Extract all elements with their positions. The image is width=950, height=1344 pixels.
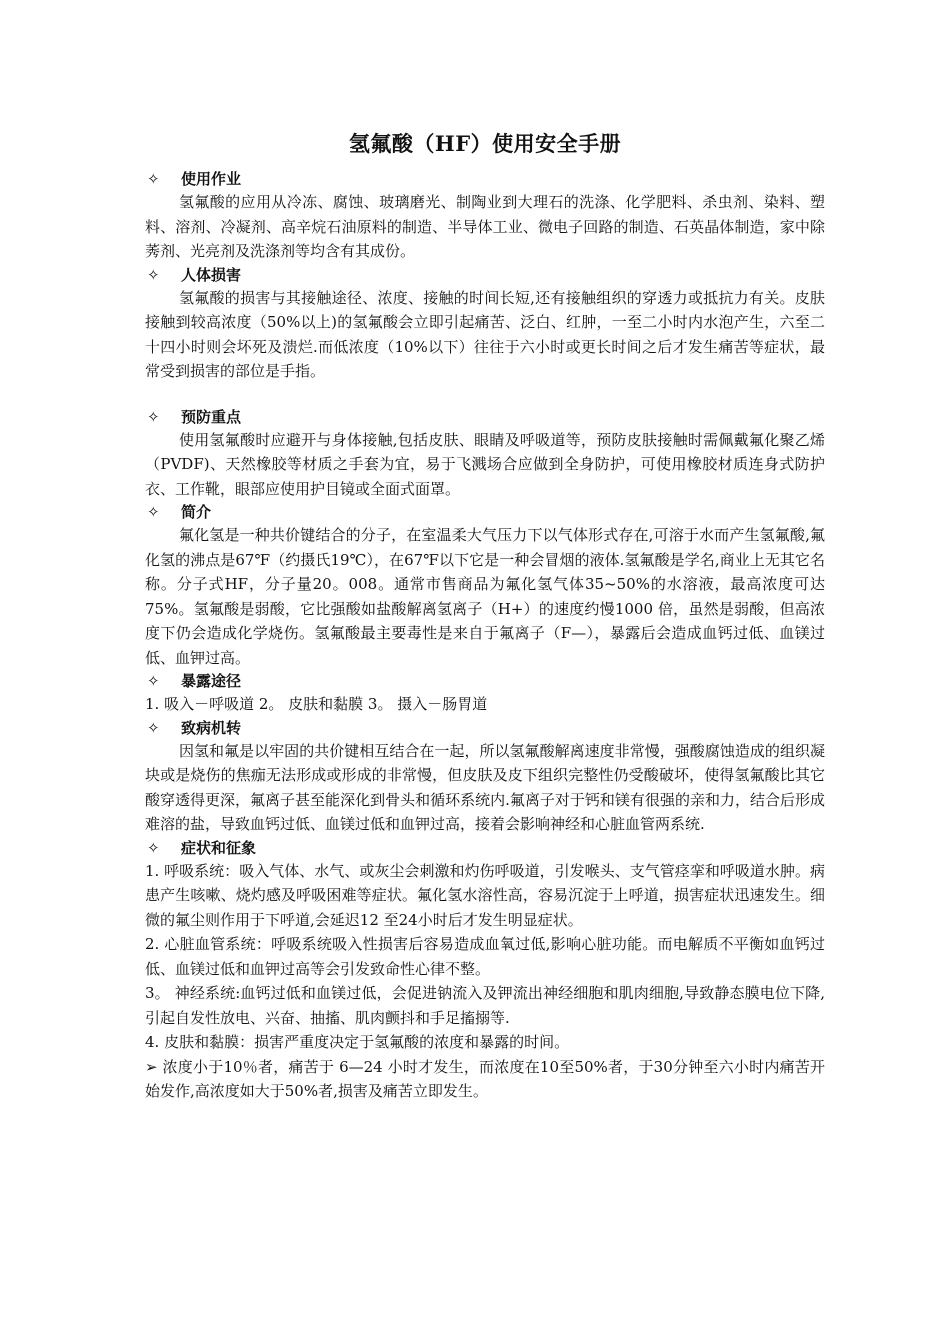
section-paragraph: 氢氟酸的损害与其接触途径、浓度、接触的时间长短,还有接触组织的穿透力或抵抗力有关。皮肤接触到较高浓度（50%以上)的氢氟酸会立即引起痛苦、泛白、红肿，一至二小时内水泡产生，六至二十四小时则会坏死及溃烂.而低浓度（10%以下）往往于六小时或更长时间之后才发生痛苦等症状，最常受到损害的部位是手指。 xyxy=(145,288,825,380)
diamond-bullet-icon: ✧ xyxy=(147,672,160,690)
section-heading-usage xyxy=(145,168,825,190)
section-heading-body-damage xyxy=(145,264,825,286)
section-heading-mechanism xyxy=(145,717,825,739)
section-heading-label: 使用作业 xyxy=(181,170,242,188)
section-heading-intro xyxy=(145,501,825,523)
diamond-bullet-icon: ✧ xyxy=(147,838,160,857)
section-heading-label: 简介 xyxy=(181,503,212,521)
document-page xyxy=(145,128,825,1104)
section-heading-label: 致病机转 xyxy=(181,718,242,737)
diamond-bullet-icon: ✧ xyxy=(147,503,160,521)
diamond-bullet-icon: ✧ xyxy=(147,170,160,188)
symptom-item-cardiovascular: 2. 心脏血管系统：呼吸系统吸入性损害后容易造成血氧过低,影响心脏功能。而电解质不平衡如血钙过低、血镁过低和血钾过高等会引发致命性心律不整。 xyxy=(145,935,825,978)
blank-line xyxy=(145,384,825,406)
diamond-bullet-icon: ✧ xyxy=(147,407,160,426)
section-paragraph: 使用氢氟酸时应避开与身体接触,包括皮肤、眼睛及呼吸道等，预防皮肤接触时需佩戴氟化聚乙烯（PVDF)、天然橡胶等材质之手套为宜，易于飞溅场合应做到全身防护，可使用橡胶材质连身式防护衣、工作靴，眼部应使用护目镜或全面式面罩。 xyxy=(145,430,825,498)
section-paragraph: 氟化氢是一种共价键结合的分子，在室温柔大气压力下以气体形式存在,可溶于水而产生氢氟酸,氟化氢的沸点是67℉（约摄氏19℃），在67℉以下它是一种会冒烟的液体.氢氟酸是学名,商业上无其它名称。分子式HF，分子量20。008。通常市售商品为氟化氢气体35~50%的水溶液，最高浓度可达75%。氢氟酸是弱酸，它比强酸如盐酸解离氢离子（H+）的速度约慢1000 倍，虽然是弱酸，但高浓度下仍会造成化学烧伤。氢氟酸最主要毒性是来自于氟离子（F—），暴露后会造成血钙过低、血镁过低、血钾过高。 xyxy=(145,526,825,667)
section-heading-label: 暴露途径 xyxy=(181,672,242,690)
section-heading-exposure-routes xyxy=(145,670,825,692)
section-paragraph: 氢氟酸的应用从冷冻、腐蚀、玻璃磨光、制陶业到大理石的洗涤、化学肥料、杀虫剂、染料、塑料、溶剂、冷凝剂、高辛烷石油原料的制造、半导体工业、微电子回路的制造、石英晶体制造，家中除莠剂、光亮剂及洗涤剂等均含有其成份。 xyxy=(145,193,825,260)
document-title: 氢氟酸（HF）使用安全手册 xyxy=(348,131,622,156)
section-heading-prevention xyxy=(145,406,825,428)
section-paragraph: 因氢和氟是以牢固的共价键相互结合在一起，所以氢氟酸解离速度非常慢，强酸腐蚀造成的组织凝块或是烧伤的焦痂无法形成或形成的非常慢，但皮肤及皮下组织完整性仍受酸破坏，使得氢氟酸比其它酸穿透得更深，氟离子甚至能深化到骨头和循环系统内.氟离子对于钙和镁有很强的亲和力，结合后形成难溶的盐，导致血钙过低、血镁过低和血钾过高，接着会影响神经和心脏血管两系统. xyxy=(145,741,825,833)
diamond-bullet-icon: ✧ xyxy=(147,718,160,737)
section-heading-label: 人体损害 xyxy=(181,265,242,284)
section-heading-symptoms xyxy=(145,837,825,859)
section-heading-label: 症状和征象 xyxy=(181,838,257,857)
symptom-item-skin: 4. 皮肤和黏膜：损害严重度决定于氢氟酸的浓度和暴露的时间。 xyxy=(145,1033,570,1051)
diamond-bullet-icon: ✧ xyxy=(147,265,160,284)
symptom-subitem-concentration: ➢ 浓度小于10％者，痛苦于 6—24 小时才发生，而浓度在10至50%者，于30分钟至六小时内痛苦开始发作,高浓度如大于50%者,损害及痛苦立即发生。 xyxy=(145,1057,825,1100)
symptom-item-nervous: 3。 神经系统:血钙过低和血镁过低，会促进钠流入及钾流出神经细胞和肌肉细胞,导致静态膜电位下降,引起自发性放电、兴奋、抽搐、肌肉颤抖和手足搐搦等. xyxy=(145,984,825,1027)
section-line: 1. 吸入－呼吸道 2。 皮肤和黏膜 3。 摄入－肠胃道 xyxy=(145,695,488,713)
symptom-item-respiratory: 1. 呼吸系统：吸入气体、水气、或灰尘会刺激和灼伤呼吸道，引发喉头、支气管痉挛和呼吸道水肿。病患产生咳嗽、烧灼感及呼吸困难等症状。氟化氢水溶性高，容易沉淀于上呼道，损害症状迅速发生。细微的氟尘则作用于下呼道,会延迟12 至24小时后才发生明显症状。 xyxy=(145,861,825,929)
section-heading-label: 预防重点 xyxy=(181,407,242,426)
